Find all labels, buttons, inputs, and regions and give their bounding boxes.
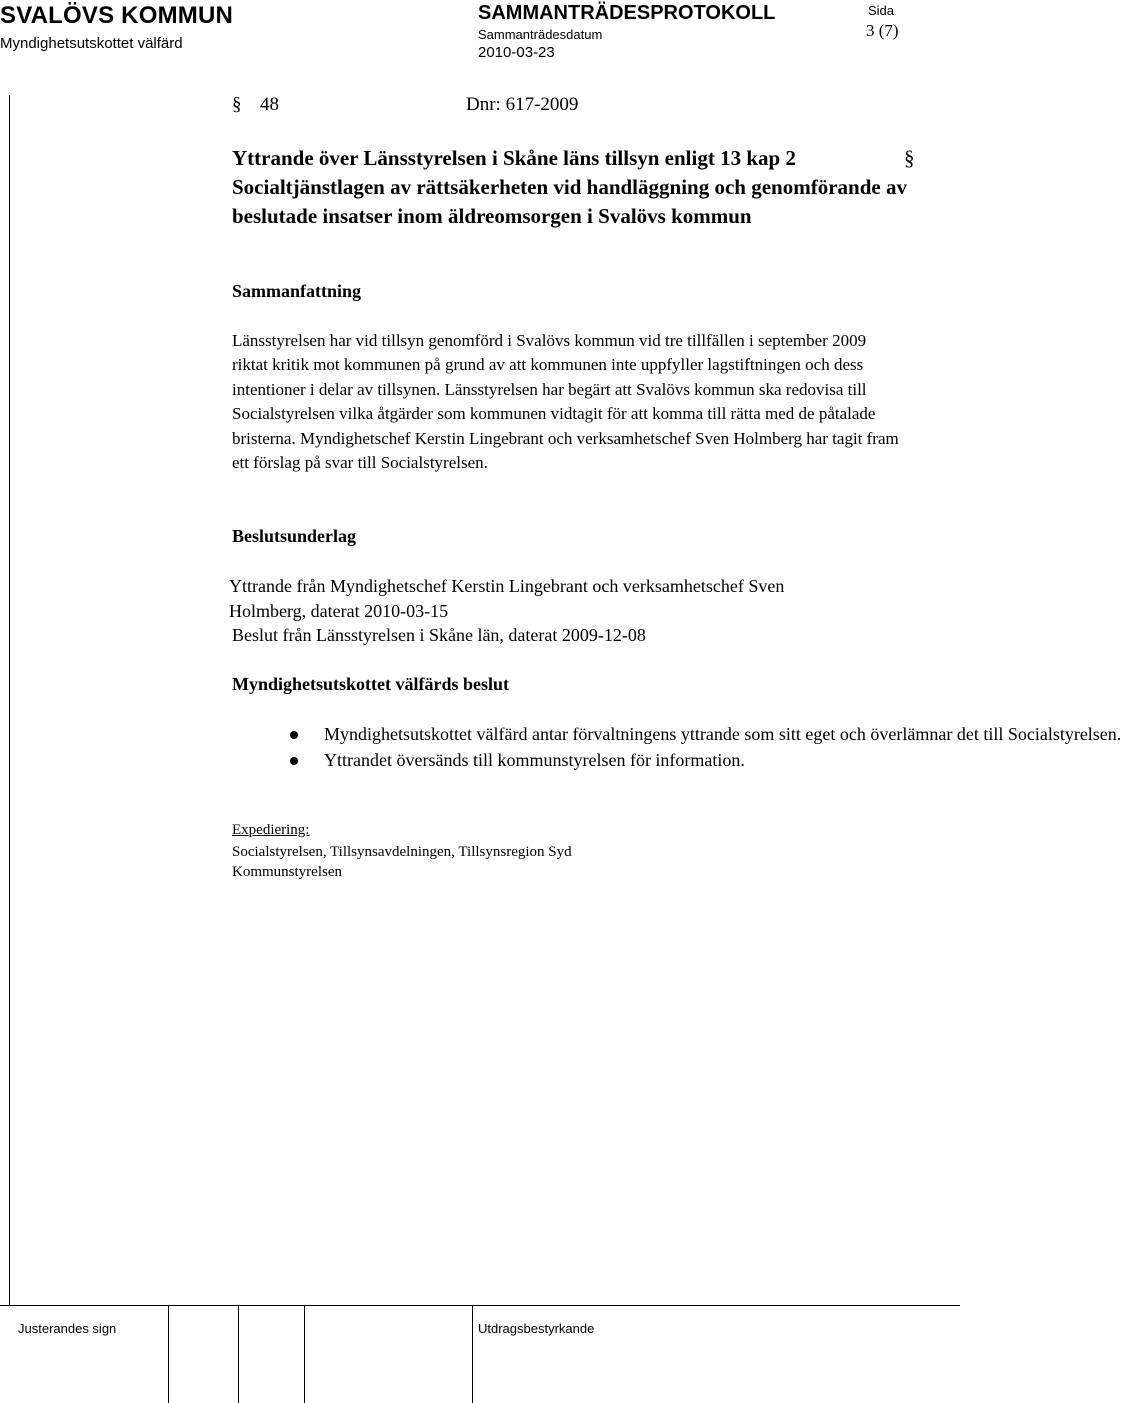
- item-title: [232, 144, 915, 231]
- title-section-symbol: §: [904, 146, 915, 170]
- footer-divider: [168, 1305, 169, 1403]
- paragraph-number: [232, 94, 912, 116]
- summary-text: Länsstyrelsen har vid tillsyn genomförd i Svalövs kommun vid tre tillfällen i september 2009 riktat kritik mot kommunen på grund av att kommunen inte uppfyller lagstiftningen och dess intentioner i delar av tillsynen. Länsstyrelsen har begärt att Svalövs kommun ska redovisa till Socialstyrelsen vilka åtgärder som kommunen vidtagit för att komma till rätta med de påtalade bristerna. Myndighetschef Kerstin Lingebrant och verksamhetschef Sven Holmberg har tagit fram ett förslag på svar till Socialstyrelsen.: [232, 331, 899, 473]
- decision-item: Yttrandet översänds till kommunstyrelsen för information.: [232, 748, 912, 773]
- dispatch-label: Expediering:: [232, 822, 310, 838]
- bullet-icon: [290, 757, 298, 765]
- section-symbol: §: [232, 94, 242, 115]
- summary-heading: Sammanfattning: [232, 281, 362, 301]
- margin-line: [9, 95, 10, 1305]
- basis-line-3: Beslut från Länsstyrelsen i Skåne län, daterat 2009-12-08: [232, 625, 646, 645]
- page-label: Sida: [868, 3, 895, 18]
- decision-list-container: [232, 722, 1121, 772]
- org-name: SVALÖVS KOMMUN: [0, 2, 234, 29]
- decision-item: Myndighetsutskottet välfärd antar förvaltningens yttrande som sitt eget och överlämnar det till Socialstyrelsen.: [232, 722, 912, 747]
- meeting-date: 2010-03-23: [478, 44, 555, 61]
- case-number: Dnr: 617-2009: [466, 94, 579, 115]
- bullet-icon: [290, 731, 298, 739]
- basis-line-2: Holmberg, daterat 2010-03-15: [229, 601, 449, 621]
- footer-divider: [304, 1305, 305, 1403]
- footer-divider: [472, 1305, 473, 1403]
- decision-heading: Myndighetsutskottet välfärds beslut: [232, 674, 510, 694]
- basis-line-1: Yttrande från Myndighetschef Kerstin Lingebrant och verksamhetschef Sven: [229, 576, 785, 596]
- dispatch-line-2: Kommunstyrelsen: [232, 864, 342, 880]
- extract-certification-label: Utdragsbestyrkande: [478, 1321, 595, 1336]
- paragraph-number-value: 48: [260, 94, 279, 115]
- basis-heading: Beslutsunderlag: [232, 526, 357, 546]
- dispatch-line-1: Socialstyrelsen, Tillsynsavdelningen, Tillsynsregion Syd: [232, 844, 572, 860]
- decision-list: [232, 722, 1121, 772]
- footer-divider: [238, 1305, 239, 1403]
- committee-name: Myndighetsutskottet välfärd: [0, 35, 183, 52]
- footer-rule: [0, 1305, 960, 1306]
- signature-label: Justerandes sign: [18, 1321, 117, 1336]
- item-title-text: Yttrande över Länsstyrelsen i Skåne läns tillsyn enligt 13 kap 2 Socialtjänstlagen av rättsäkerheten vid handläggning och genomförande av beslutade insatser inom äldreomsorgen i Svalövs kommun: [232, 146, 907, 228]
- page-number: 3 (7): [866, 21, 899, 40]
- meeting-date-label: Sammanträdesdatum: [478, 27, 603, 42]
- document-title: SAMMANTRÄDESPROTOKOLL: [478, 2, 776, 24]
